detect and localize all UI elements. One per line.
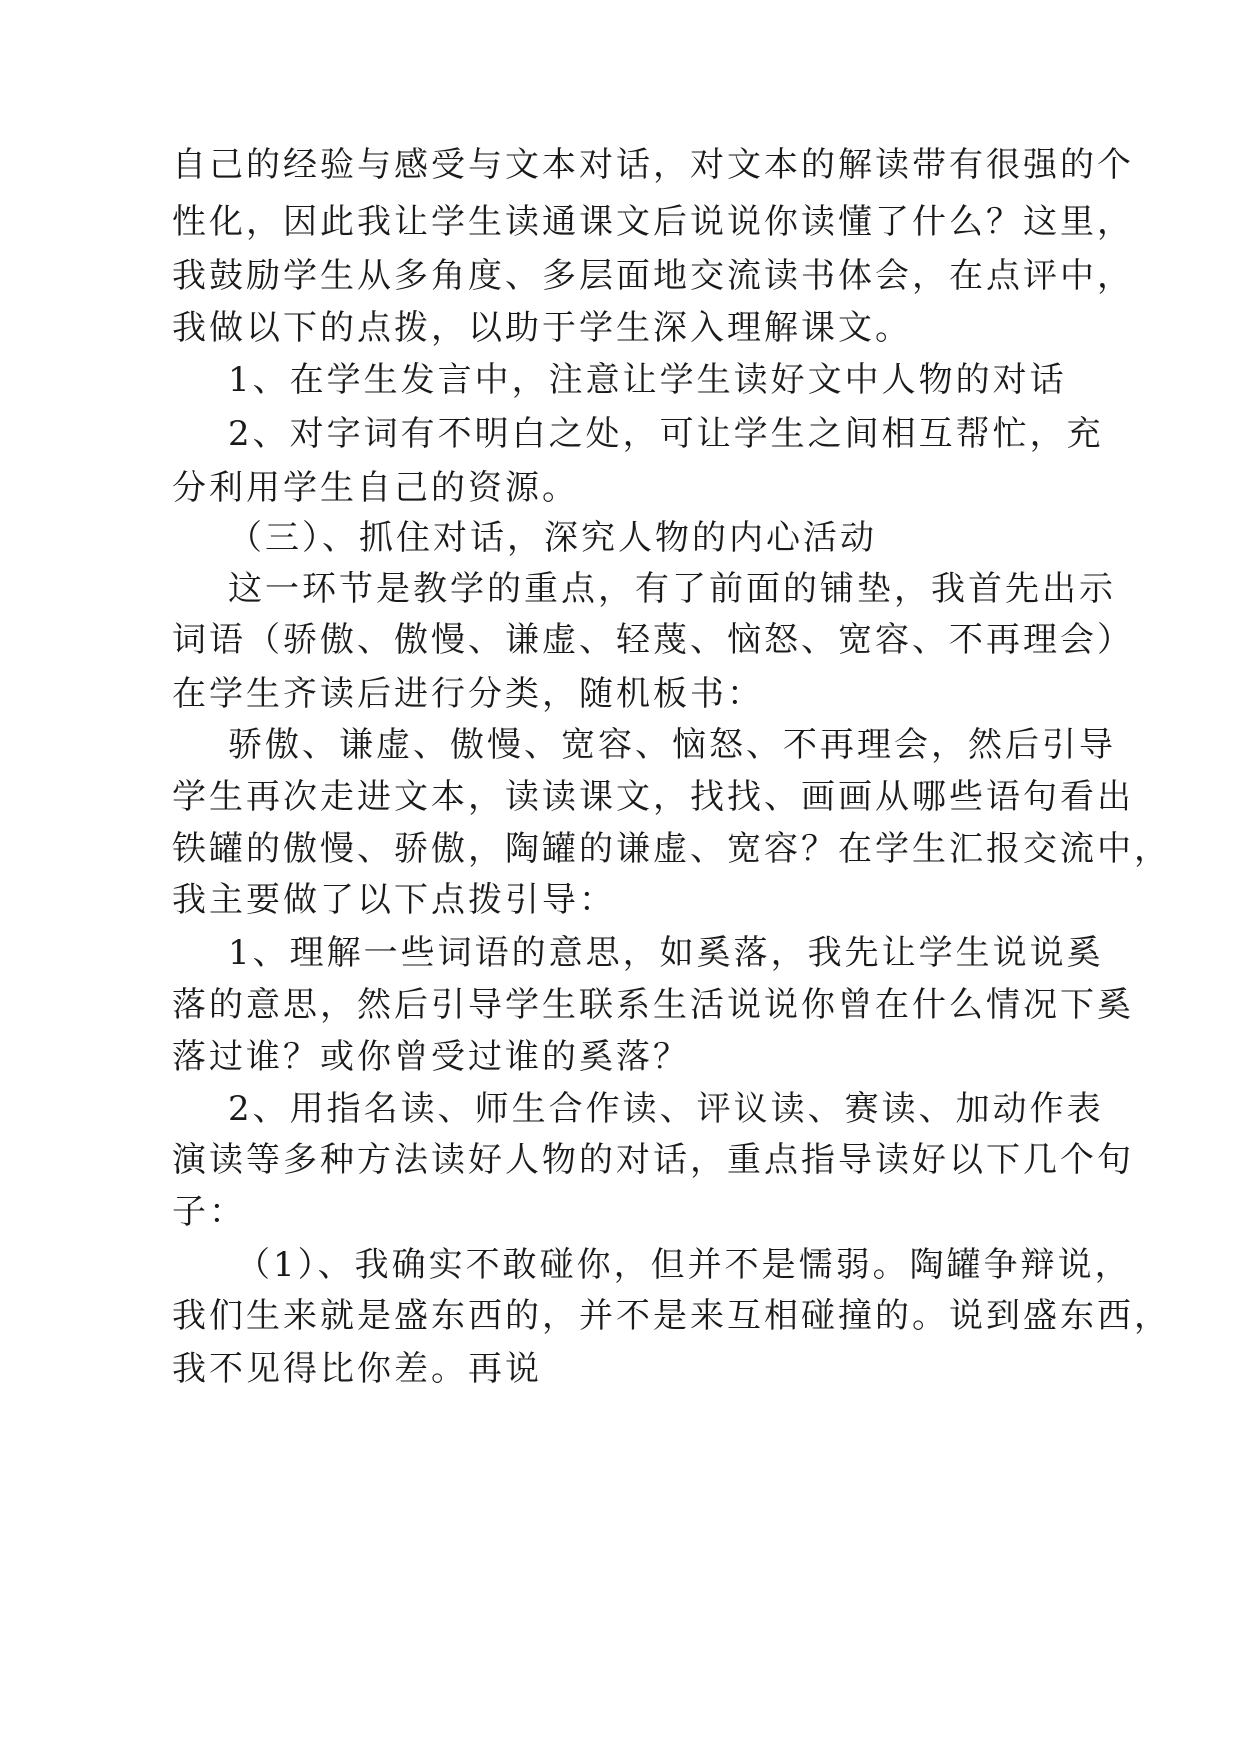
text-line: 子：: [172, 1192, 246, 1232]
text-line: 我鼓励学生从多角度、多层面地交流读书体会，在点评中，: [172, 256, 1134, 296]
text-line: 我不见得比你差。再说: [172, 1349, 542, 1389]
text-line: 我主要做了以下点拨引导：: [172, 880, 616, 920]
text-line: 自己的经验与感受与文本对话，对文本的解读带有很强的个: [172, 145, 1134, 185]
text-line: 这一环节是教学的重点，有了前面的铺垫，我首先出示: [228, 569, 1116, 609]
text-line: 2、用指名读、师生合作读、评议读、赛读、加动作表: [228, 1089, 1104, 1129]
text-line: 1、理解一些词语的意思，如奚落，我先让学生说说奚: [228, 933, 1104, 973]
text-line: 我们生来就是盛东西的，并不是来互相碰撞的。说到盛东西，: [172, 1296, 1171, 1336]
text-line: 落的意思，然后引导学生联系生活说说你曾在什么情况下奚: [172, 985, 1134, 1025]
text-line: 演读等多种方法读好人物的对话，重点指导读好以下几个句: [172, 1140, 1134, 1180]
text-line: 铁罐的傲慢、骄傲，陶罐的谦虚、宽容？在学生汇报交流中，: [172, 829, 1171, 869]
text-line: 在学生齐读后进行分类，随机板书：: [172, 674, 764, 714]
text-line: 词语（骄傲、傲慢、谦虚、轻蔑、恼怒、宽容、不再理会）: [172, 620, 1134, 660]
text-line: 2、对字词有不明白之处，可让学生之间相互帮忙，充: [228, 414, 1104, 454]
text-line: （1）、我确实不敢碰你，但并不是懦弱。陶罐争辩说，: [236, 1245, 1132, 1285]
text-line: 分利用学生自己的资源。: [172, 468, 579, 508]
section-heading: （三）、抓住对话，深究人物的内心活动: [228, 518, 877, 558]
text-line: 学生再次走进文本，读读课文，找找、画画从哪些语句看出: [172, 777, 1134, 817]
text-line: 我做以下的点拨，以助于学生深入理解课文。: [172, 308, 912, 348]
text-line: 骄傲、谦虚、傲慢、宽容、恼怒、不再理会，然后引导: [228, 725, 1116, 765]
text-line: 性化，因此我让学生读通课文后说说你读懂了什么？这里，: [172, 202, 1134, 242]
text-line: 1、在学生发言中，注意让学生读好文中人物的对话: [228, 360, 1067, 400]
text-line: 落过谁？或你曾受过谁的奚落？: [172, 1037, 690, 1077]
